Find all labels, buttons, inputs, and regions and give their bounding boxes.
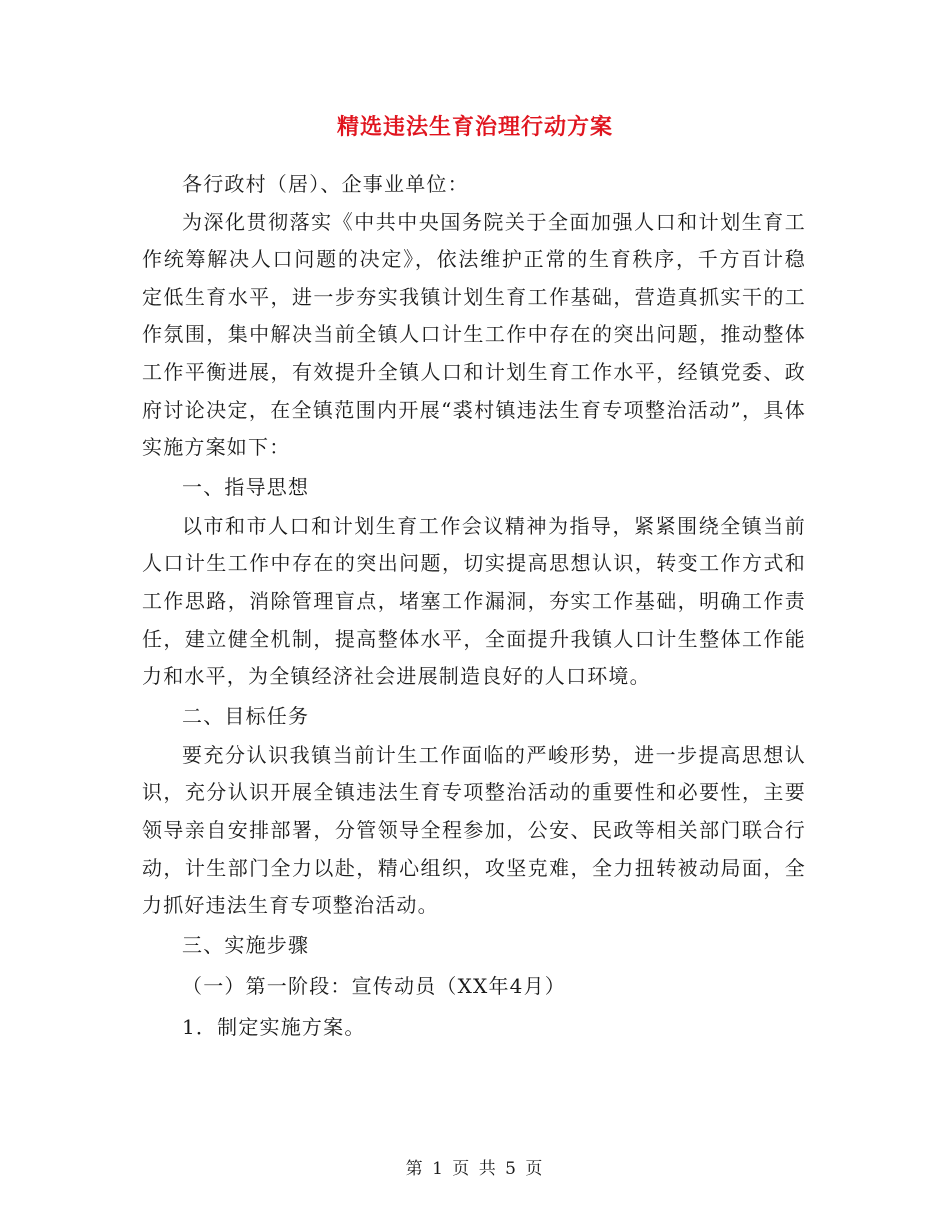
section-heading-implementation-steps: 三、实施步骤 — [182, 932, 310, 957]
page-number-footer: 第 1 页 共 5 页 — [405, 1159, 545, 1179]
step-one-item: 1．制定实施方案。 — [182, 1014, 366, 1039]
intro-paragraph: 为深化贯彻落实《中共中央国务院关于全面加强人口和计划生育工作统筹解决人口问题的决定》，依法维护正常的生育秩序，千方百计稳定低生育水平，进一步夯实我镇计划生育工作基础，营造真抓实干的工作氛围，集中解决当前全镇人口计生工作中存在的突出问题，推动整体工作平衡进展，有效提升全镇人口和计划生育工作水平，经镇党委、政府讨论决定，在全镇范围内开展“裘村镇违法生育专项整治活动”，具体实施方案如下： — [142, 209, 806, 460]
section-heading-guiding-ideology: 一、指导思想 — [182, 474, 310, 499]
document-body — [142, 166, 806, 1048]
phase-one-heading: （一）第一阶段：宣传动员（XX年4月） — [182, 973, 567, 998]
guiding-ideology-paragraph: 以市和市人口和计划生育工作会议精神为指导，紧紧围绕全镇当前人口计生工作中存在的突出问题，切实提高思想认识，转变工作方式和工作思路，消除管理盲点，堵塞工作漏洞，夯实工作基础，明确工作责任，建立健全机制，提高整体水平，全面提升我镇人口计生整体工作能力和水平，为全镇经济社会进展制造良好的人口环境。 — [142, 513, 806, 689]
document-title: 精选违法生育治理行动方案 — [336, 114, 613, 140]
goals-tasks-paragraph: 要充分认识我镇当前计生工作面临的严峻形势，进一步提高思想认识，充分认识开展全镇违法生育专项整治活动的重要性和必要性，主要领导亲自安排部署，分管领导全程参加，公安、民政等相关部门联合行动，计生部门全力以赴，精心组织，攻坚克难，全力扭转被动局面，全力抓好违法生育专项整治活动。 — [142, 742, 806, 918]
salutation: 各行政村（居）、企事业单位： — [182, 172, 469, 196]
section-heading-goals-tasks: 二、目标任务 — [182, 703, 310, 728]
